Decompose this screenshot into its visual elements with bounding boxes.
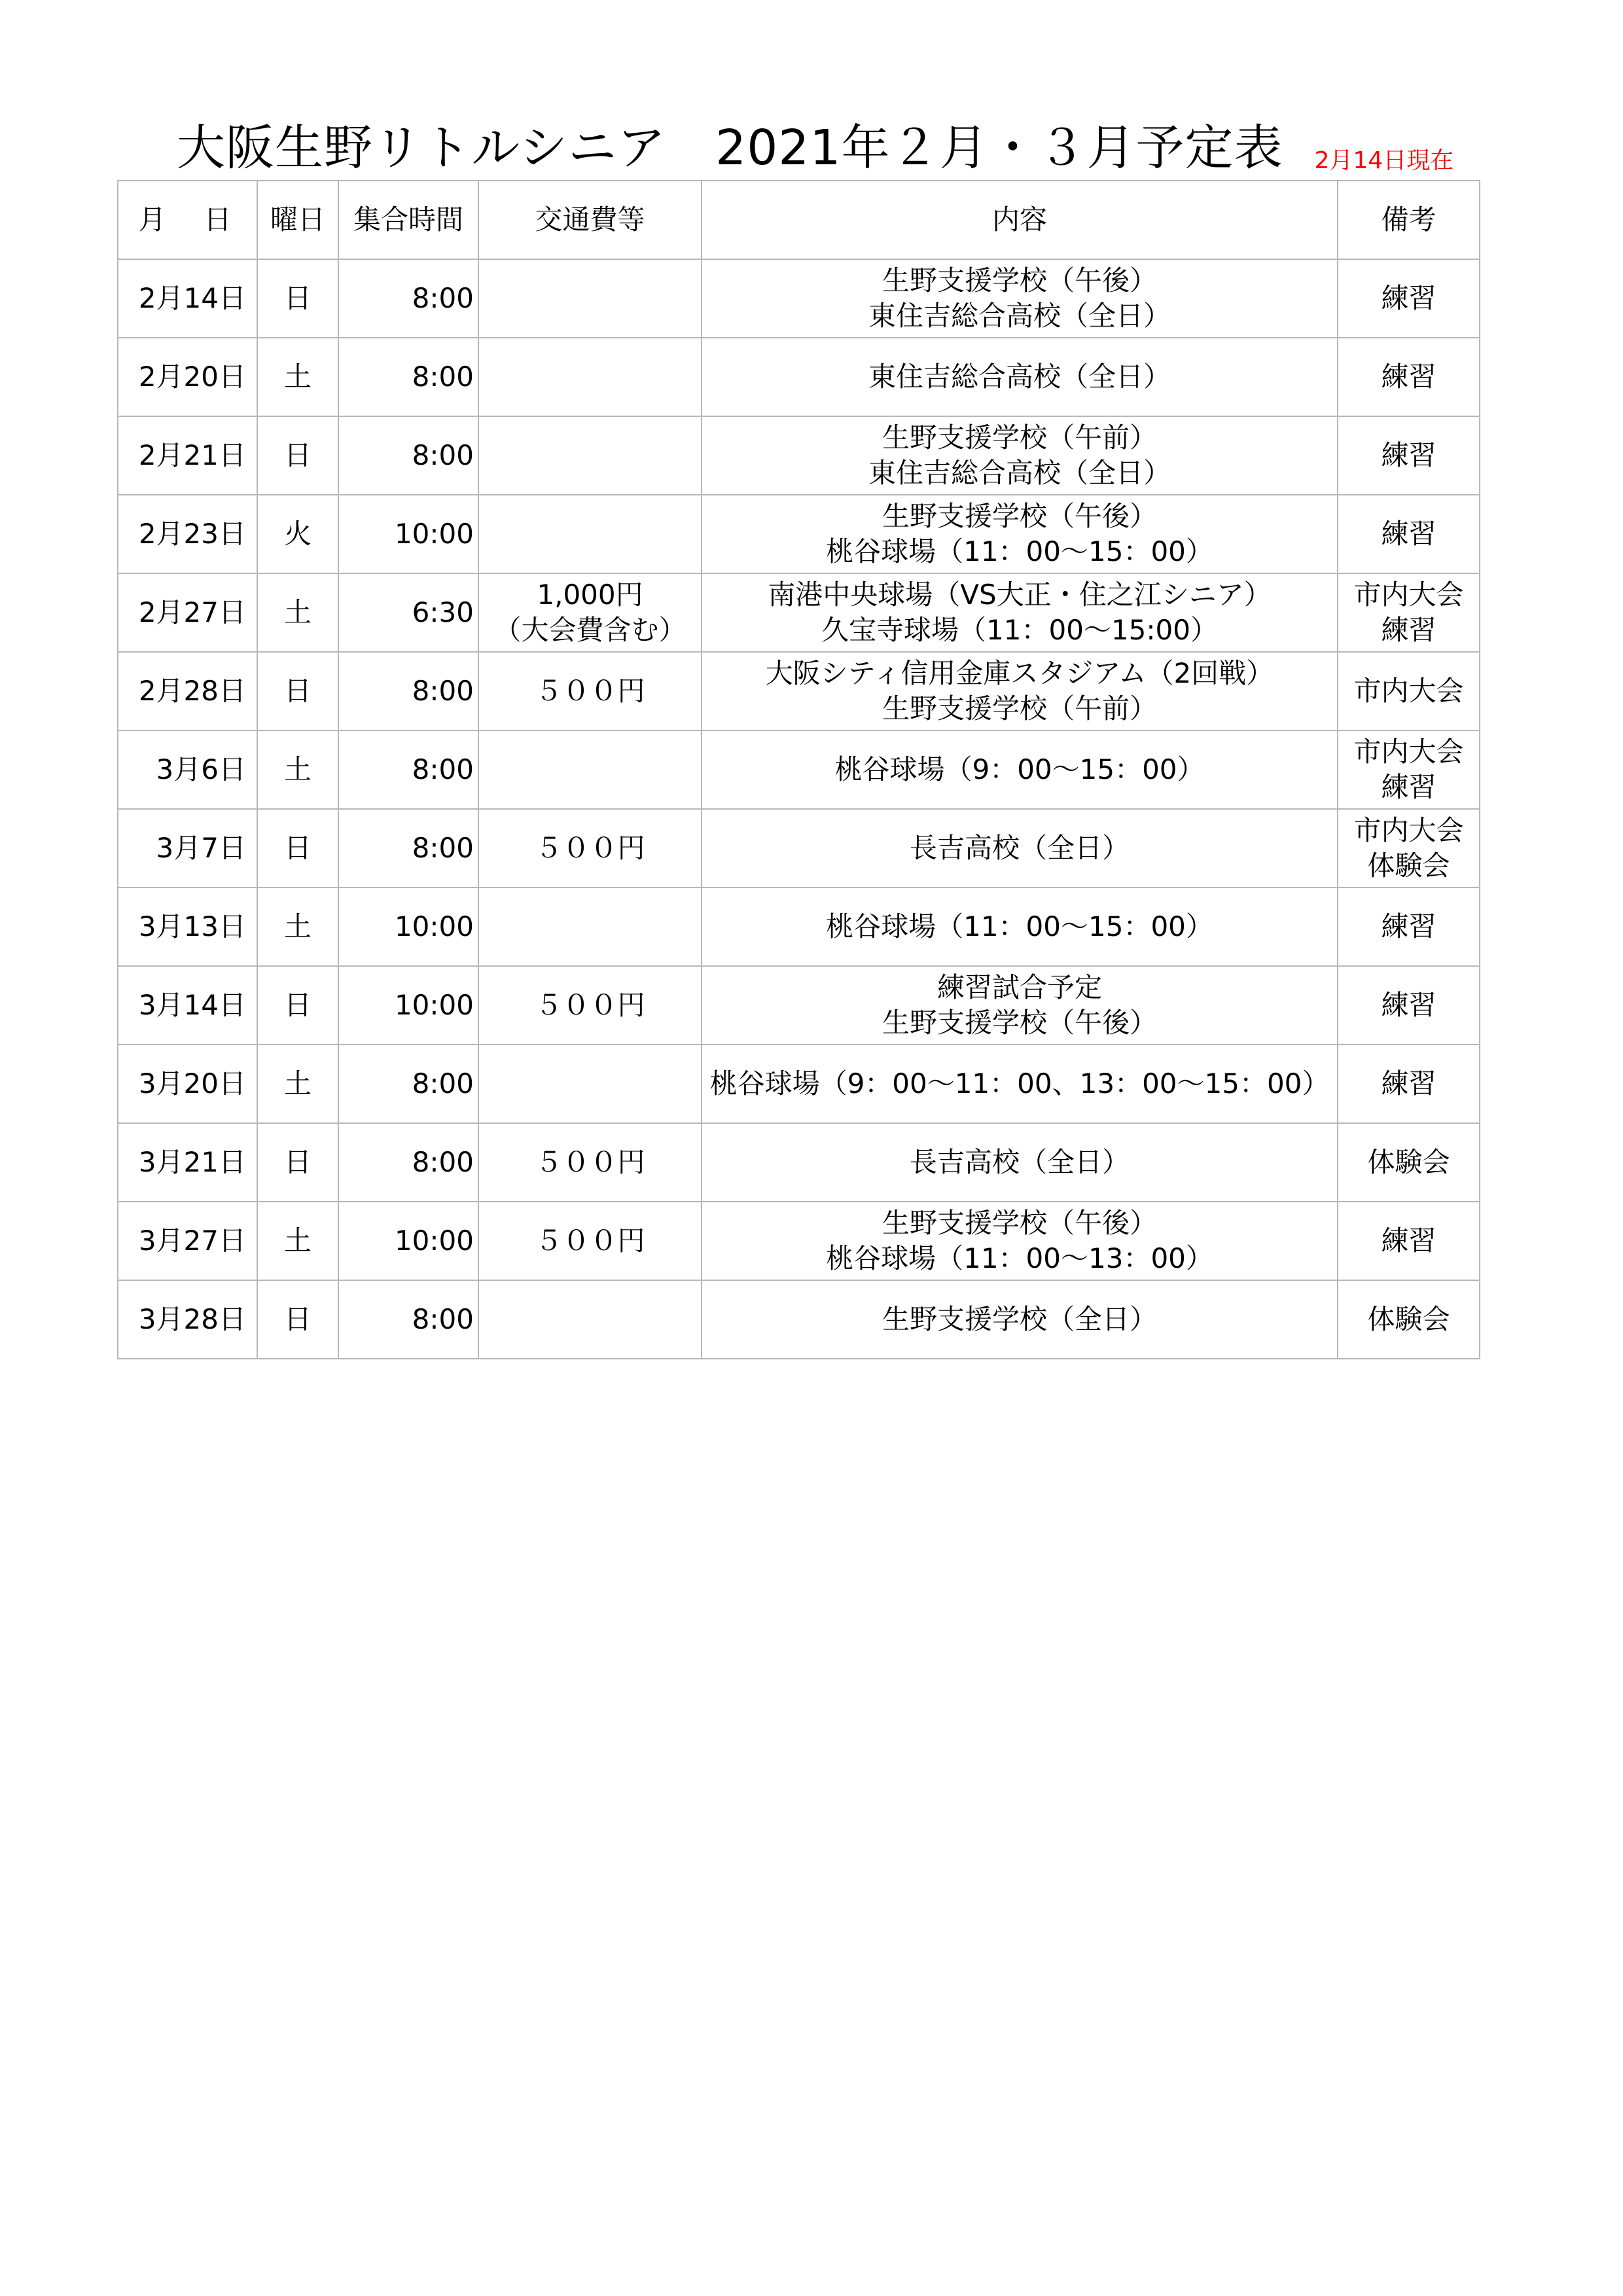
cell-note <box>1338 1123 1480 1202</box>
cell-fee <box>478 259 702 338</box>
cell-note <box>1338 888 1480 966</box>
cell-date: 3月27日 <box>118 1202 257 1280</box>
cell-note-line: 体験会 <box>1367 1303 1450 1335</box>
cell-content-line: 長吉高校（全日） <box>909 1146 1130 1178</box>
header-meeting-time: 集合時間 <box>338 181 478 259</box>
cell-date: 3月6日 <box>118 730 257 809</box>
cell-date: 3月14日 <box>118 966 257 1045</box>
cell-fee <box>478 338 702 416</box>
cell-content-line: 生野支援学校（午後） <box>882 264 1157 296</box>
cell-note <box>1338 1280 1480 1359</box>
cell-day: 火 <box>257 495 338 573</box>
cell-note-line: 練習 <box>1381 1225 1436 1257</box>
cell-meeting-time: 8:00 <box>338 730 478 809</box>
cell-fee <box>478 730 702 809</box>
cell-note <box>1338 1045 1480 1123</box>
cell-day: 土 <box>257 730 338 809</box>
cell-date: 3月21日 <box>118 1123 257 1202</box>
cell-content-line: 生野支援学校（午前） <box>882 692 1157 725</box>
cell-day: 日 <box>257 1123 338 1202</box>
cell-day: 日 <box>257 259 338 338</box>
header-fee: 交通費等 <box>478 181 702 259</box>
cell-day: 土 <box>257 888 338 966</box>
cell-meeting-time: 8:00 <box>338 416 478 495</box>
cell-meeting-time: 6:30 <box>338 573 478 652</box>
cell-content-line: 生野支援学校（午後） <box>882 1207 1157 1239</box>
cell-note-line: 市内大会 <box>1353 579 1464 611</box>
table-row <box>118 1202 1480 1280</box>
cell-content-line: 練習試合予定 <box>936 971 1102 1003</box>
cell-date: 2月14日 <box>118 259 257 338</box>
schedule-body <box>118 259 1480 1359</box>
cell-content-line: 南港中央球場（VS大正・住之江シニア） <box>768 579 1272 611</box>
cell-note-line: 練習 <box>1381 614 1436 646</box>
table-row <box>118 730 1480 809</box>
table-row <box>118 1045 1480 1123</box>
cell-content-line: 久宝寺球場（11：00～15:00） <box>821 614 1218 646</box>
cell-day: 土 <box>257 573 338 652</box>
schedule-table <box>117 180 1480 1359</box>
cell-fee <box>478 495 702 573</box>
cell-content <box>702 730 1338 809</box>
cell-meeting-time: 8:00 <box>338 1123 478 1202</box>
cell-note <box>1338 416 1480 495</box>
cell-note-line: 市内大会 <box>1353 675 1464 707</box>
table-row <box>118 416 1480 495</box>
cell-content-line: 桃谷球場（9：00～11：00、13：00～15：00） <box>709 1067 1330 1100</box>
cell-meeting-time: 8:00 <box>338 809 478 888</box>
cell-content <box>702 809 1338 888</box>
cell-content <box>702 338 1338 416</box>
cell-content-line: 生野支援学校（午後） <box>882 1007 1157 1039</box>
cell-content-line: 桃谷球場（11：00～13：00） <box>826 1242 1213 1274</box>
cell-note <box>1338 495 1480 573</box>
table-row <box>118 652 1480 730</box>
cell-day: 日 <box>257 809 338 888</box>
cell-date: 2月28日 <box>118 652 257 730</box>
cell-content <box>702 1280 1338 1359</box>
cell-date: 2月23日 <box>118 495 257 573</box>
cell-content <box>702 1045 1338 1123</box>
cell-note <box>1338 809 1480 888</box>
table-row <box>118 888 1480 966</box>
cell-content <box>702 259 1338 338</box>
cell-meeting-time: 10:00 <box>338 966 478 1045</box>
cell-meeting-time: 8:00 <box>338 338 478 416</box>
cell-content <box>702 966 1338 1045</box>
cell-date: 2月21日 <box>118 416 257 495</box>
cell-content <box>702 495 1338 573</box>
cell-note-line: 体験会 <box>1367 850 1450 882</box>
cell-content <box>702 1123 1338 1202</box>
cell-content-line: 長吉高校（全日） <box>909 832 1130 864</box>
cell-fee-line: ５００円 <box>535 675 645 707</box>
cell-note <box>1338 966 1480 1045</box>
cell-date: 2月27日 <box>118 573 257 652</box>
cell-fee <box>478 1202 702 1280</box>
cell-fee-line: ５００円 <box>535 1146 645 1178</box>
cell-fee-line: ５００円 <box>535 832 645 864</box>
cell-content-line: 大阪シティ信用金庫スタジアム（2回戦） <box>765 657 1274 689</box>
cell-meeting-time: 10:00 <box>338 495 478 573</box>
cell-content-line: 生野支援学校（午前） <box>882 422 1157 454</box>
header-day: 曜日 <box>257 181 338 259</box>
table-row <box>118 1123 1480 1202</box>
cell-content-line: 東住吉総合高校（全日） <box>868 300 1171 332</box>
cell-day: 土 <box>257 1045 338 1123</box>
cell-note-line: 練習 <box>1381 771 1436 803</box>
cell-day: 日 <box>257 652 338 730</box>
cell-day: 日 <box>257 966 338 1045</box>
cell-content-line: 桃谷球場（9：00～15：00） <box>834 753 1205 785</box>
cell-fee <box>478 573 702 652</box>
cell-note-line: 練習 <box>1381 361 1436 393</box>
cell-note-line: 練習 <box>1381 910 1436 942</box>
cell-note-line: 練習 <box>1381 518 1436 550</box>
table-row <box>118 573 1480 652</box>
header-content: 内容 <box>702 181 1338 259</box>
cell-fee <box>478 888 702 966</box>
cell-meeting-time: 8:00 <box>338 1045 478 1123</box>
cell-fee <box>478 1280 702 1359</box>
cell-note <box>1338 652 1480 730</box>
cell-content-line: 桃谷球場（11：00～15：00） <box>826 910 1213 942</box>
table-row <box>118 338 1480 416</box>
cell-note <box>1338 1202 1480 1280</box>
cell-day: 日 <box>257 416 338 495</box>
cell-content-line: 東住吉総合高校（全日） <box>868 361 1171 393</box>
cell-fee <box>478 416 702 495</box>
table-row <box>118 809 1480 888</box>
header-note: 備考 <box>1338 181 1480 259</box>
cell-note-line: 練習 <box>1381 439 1436 471</box>
cell-fee-line: ５００円 <box>535 1225 645 1257</box>
cell-date: 2月20日 <box>118 338 257 416</box>
cell-content <box>702 888 1338 966</box>
cell-note-line: 市内大会 <box>1353 736 1464 768</box>
cell-note-line: 体験会 <box>1367 1146 1450 1178</box>
table-header-row <box>118 181 1480 259</box>
cell-note-line: 練習 <box>1381 989 1436 1021</box>
cell-content-line: 生野支援学校（全日） <box>882 1303 1157 1335</box>
cell-date: 3月20日 <box>118 1045 257 1123</box>
cell-content-line: 東住吉総合高校（全日） <box>868 457 1171 489</box>
cell-day: 日 <box>257 1280 338 1359</box>
header-date: 月 日 <box>118 181 257 259</box>
cell-fee-line: ５００円 <box>535 989 645 1021</box>
cell-fee <box>478 966 702 1045</box>
page-title: 大阪生野リトルシニア 2021年２月・３月予定表 <box>177 120 1283 176</box>
cell-meeting-time: 10:00 <box>338 1202 478 1280</box>
cell-note <box>1338 259 1480 338</box>
cell-note <box>1338 573 1480 652</box>
cell-note <box>1338 338 1480 416</box>
cell-note-line: 練習 <box>1381 282 1436 314</box>
cell-fee <box>478 1045 702 1123</box>
cell-note <box>1338 730 1480 809</box>
table-row <box>118 1280 1480 1359</box>
cell-day: 土 <box>257 338 338 416</box>
cell-note-line: 市内大会 <box>1353 814 1464 846</box>
cell-fee <box>478 652 702 730</box>
cell-content <box>702 416 1338 495</box>
cell-fee <box>478 1123 702 1202</box>
cell-content-line: 生野支援学校（午後） <box>882 500 1157 532</box>
cell-note-line: 練習 <box>1381 1067 1436 1100</box>
cell-content <box>702 652 1338 730</box>
cell-meeting-time: 8:00 <box>338 1280 478 1359</box>
table-row <box>118 966 1480 1045</box>
cell-date: 3月7日 <box>118 809 257 888</box>
cell-fee <box>478 809 702 888</box>
cell-content-line: 桃谷球場（11：00～15：00） <box>826 535 1213 567</box>
cell-meeting-time: 10:00 <box>338 888 478 966</box>
cell-meeting-time: 8:00 <box>338 259 478 338</box>
cell-date: 3月28日 <box>118 1280 257 1359</box>
cell-content <box>702 573 1338 652</box>
cell-fee-line: 1,000円 <box>537 579 643 611</box>
cell-content <box>702 1202 1338 1280</box>
header <box>177 115 1454 181</box>
cell-meeting-time: 8:00 <box>338 652 478 730</box>
cell-fee-line: （大会費含む） <box>493 614 687 646</box>
cell-day: 土 <box>257 1202 338 1280</box>
table-row <box>118 495 1480 573</box>
as-of-date: 2月14日現在 <box>1314 147 1454 174</box>
table-row <box>118 259 1480 338</box>
cell-date: 3月13日 <box>118 888 257 966</box>
